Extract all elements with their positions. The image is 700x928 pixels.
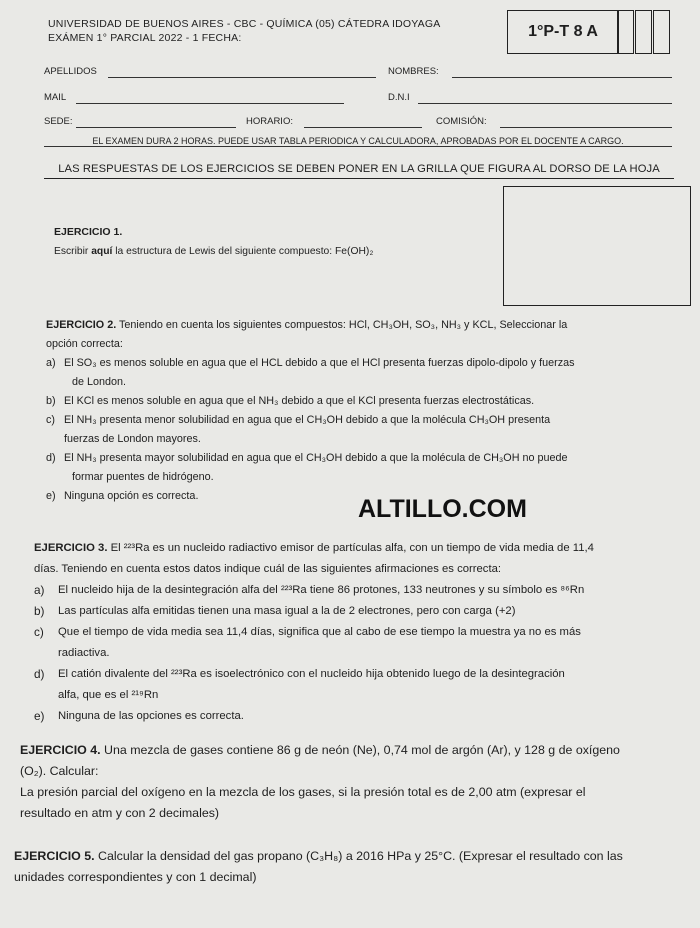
ex1-text-a: Escribir bbox=[54, 246, 92, 257]
option-line: Ninguna opción es correcta. bbox=[64, 490, 199, 502]
watermark: ALTILLO.COM bbox=[358, 495, 527, 523]
option-line: Que el tiempo de vida media sea 11,4 días, significa que al cabo de ese tiempo la muestra ya no es más bbox=[58, 626, 581, 638]
mail-label: MAIL bbox=[44, 92, 67, 103]
ex2-option-b bbox=[46, 392, 658, 411]
dni-label: D.N.I bbox=[388, 92, 410, 103]
ex3-block bbox=[34, 538, 674, 727]
option-line: formar puentes de hidrógeno. bbox=[72, 471, 214, 483]
option-line: Ninguna de las opciones es correcta. bbox=[58, 710, 244, 722]
exam-code-box bbox=[507, 10, 619, 54]
ex2-option-c bbox=[46, 411, 658, 449]
ex3-option-e bbox=[34, 706, 674, 727]
option-key: b) bbox=[46, 395, 56, 407]
option-line: fuerzas de London mayores. bbox=[64, 433, 201, 445]
exam-header: EXÁMEN 1° PARCIAL 2022 - 1 FECHA: bbox=[48, 32, 242, 44]
ex3-option-c bbox=[34, 622, 674, 664]
code-cell-2 bbox=[635, 10, 652, 54]
ex2-option-d bbox=[46, 449, 658, 487]
ex4-text-1: Una mezcla de gases contiene 86 g de neón (Ne), 0,74 mol de argón (Ar), y 128 g de oxígeno bbox=[104, 743, 620, 757]
ex5-text-1: Calcular la densidad del gas propano (C₃H₈) a 2016 HPa y 25°C. (Expresar el resultado con las bbox=[98, 849, 623, 863]
option-key: b) bbox=[34, 604, 45, 618]
ex3-intro-b: días. Teniendo en cuenta estos datos indique cuál de las siguientes afirmaciones es correcta: bbox=[34, 563, 502, 575]
option-key: d) bbox=[34, 667, 45, 681]
ex5-block bbox=[14, 846, 690, 888]
ex3-intro bbox=[34, 538, 674, 559]
nombres-label: NOMBRES: bbox=[388, 66, 439, 77]
ex2-option-e bbox=[46, 487, 658, 506]
mail-field[interactable] bbox=[76, 103, 344, 104]
ex4-line-2: (O₂). Calcular: bbox=[20, 764, 99, 778]
option-line: El NH₃ presenta menor solubilidad en agua que el CH₃OH debido a que la molécula CH₃OH presenta bbox=[64, 414, 551, 426]
option-line: El nucleido hija de la desintegración alfa del ²²³Ra tiene 86 protones, 133 neutrones y su símbolo es ⁸⁶Rn bbox=[58, 584, 585, 596]
option-key: e) bbox=[34, 709, 45, 723]
option-line: El NH₃ presenta mayor solubilidad en agua que el CH₃OH debido a que la molécula de CH₃OH no puede bbox=[64, 452, 568, 464]
ex5-line-2: unidades correspondientes y con 1 decimal) bbox=[14, 870, 257, 884]
ex2-intro bbox=[46, 316, 658, 335]
ex5-title: EJERCICIO 5. bbox=[14, 849, 95, 863]
ex2-intro-b: opción correcta: bbox=[46, 338, 123, 350]
ex1-text-bold: aquí bbox=[91, 246, 113, 257]
ex4-line-3: La presión parcial del oxígeno en la mezcla de los gases, si la presión total es de 2,00 atm (expresar el bbox=[20, 785, 586, 799]
ex1-text-c: la estructura de Lewis del siguiente compuesto: Fe(OH)₂ bbox=[112, 246, 374, 257]
ex3-title: EJERCICIO 3. bbox=[34, 542, 108, 554]
option-key: a) bbox=[34, 583, 45, 597]
apellidos-label: APELLIDOS bbox=[44, 66, 97, 77]
option-line: alfa, que es el ²¹⁹Rn bbox=[58, 689, 159, 701]
ex5-line-1 bbox=[14, 846, 690, 867]
option-line: radiactiva. bbox=[58, 647, 110, 659]
code-cell-3 bbox=[653, 10, 670, 54]
option-key: e) bbox=[46, 490, 56, 502]
apellidos-field[interactable] bbox=[108, 77, 376, 78]
option-line: El SO₃ es menos soluble en agua que el HCL debido a que el HCl presenta fuerzas dipolo-dipolo y fuerzas bbox=[64, 357, 575, 369]
ex4-line-1 bbox=[20, 740, 680, 761]
option-key: c) bbox=[34, 625, 44, 639]
ex3-option-b bbox=[34, 601, 674, 622]
sede-field[interactable] bbox=[76, 127, 236, 128]
option-line: Las partículas alfa emitidas tienen una masa igual a la de 2 electrones, pero con carga (+2) bbox=[58, 605, 516, 617]
comision-field[interactable] bbox=[500, 127, 672, 128]
nombres-field[interactable] bbox=[452, 77, 672, 78]
option-line: El KCl es menos soluble en agua que el NH₃ debido a que el KCl presenta fuerzas electrostáticas. bbox=[64, 395, 535, 407]
option-key: d) bbox=[46, 452, 56, 464]
comision-label: COMISIÓN: bbox=[436, 116, 487, 127]
exam-code: 1°P-T 8 A bbox=[528, 23, 598, 40]
ex1-title: EJERCICIO 1. bbox=[54, 226, 123, 238]
ex4-line-4: resultado en atm y con 2 decimales) bbox=[20, 806, 220, 820]
ex2-title: EJERCICIO 2. bbox=[46, 319, 117, 331]
ex2-block bbox=[46, 316, 658, 506]
ex4-block bbox=[20, 740, 680, 824]
dni-field[interactable] bbox=[418, 103, 672, 104]
ex3-option-a bbox=[34, 580, 674, 601]
duration-instruction: EL EXAMEN DURA 2 HORAS. PUEDE USAR TABLA PERIODICA Y CALCULADORA, APROBADAS POR EL DOCENTE A CARGO. bbox=[44, 132, 672, 147]
university-header: UNIVERSIDAD DE BUENOS AIRES - CBC - QUÍMICA (05) CÁTEDRA IDOYAGA bbox=[48, 18, 441, 30]
option-line: El catión divalente del ²²³Ra es isoelectrónico con el nucleido hija obtenido luego de la desintegración bbox=[58, 668, 565, 680]
ex1-text bbox=[54, 246, 373, 257]
ex2-intro-a: Teniendo en cuenta los siguientes compuestos: HCl, CH₃OH, SO₃, NH₃ y KCL, Seleccionar la bbox=[119, 319, 568, 331]
code-cell-1 bbox=[617, 10, 634, 54]
option-key: c) bbox=[46, 414, 55, 426]
ex2-option-a bbox=[46, 354, 658, 392]
option-key: a) bbox=[46, 357, 56, 369]
horario-field[interactable] bbox=[304, 127, 422, 128]
ex4-title: EJERCICIO 4. bbox=[20, 743, 101, 757]
ex3-option-d bbox=[34, 664, 674, 706]
answers-instruction: LAS RESPUESTAS DE LOS EJERCICIOS SE DEBEN PONER EN LA GRILLA QUE FIGURA AL DORSO DE LA HOJA bbox=[44, 158, 674, 179]
sede-label: SEDE: bbox=[44, 116, 73, 127]
option-line: de London. bbox=[72, 376, 127, 388]
ex3-intro-a: El ²²³Ra es un nucleido radiactivo emisor de partículas alfa, con un tiempo de vida media de 11,4 bbox=[110, 542, 594, 554]
lewis-answer-box[interactable] bbox=[503, 186, 691, 306]
horario-label: HORARIO: bbox=[246, 116, 293, 127]
